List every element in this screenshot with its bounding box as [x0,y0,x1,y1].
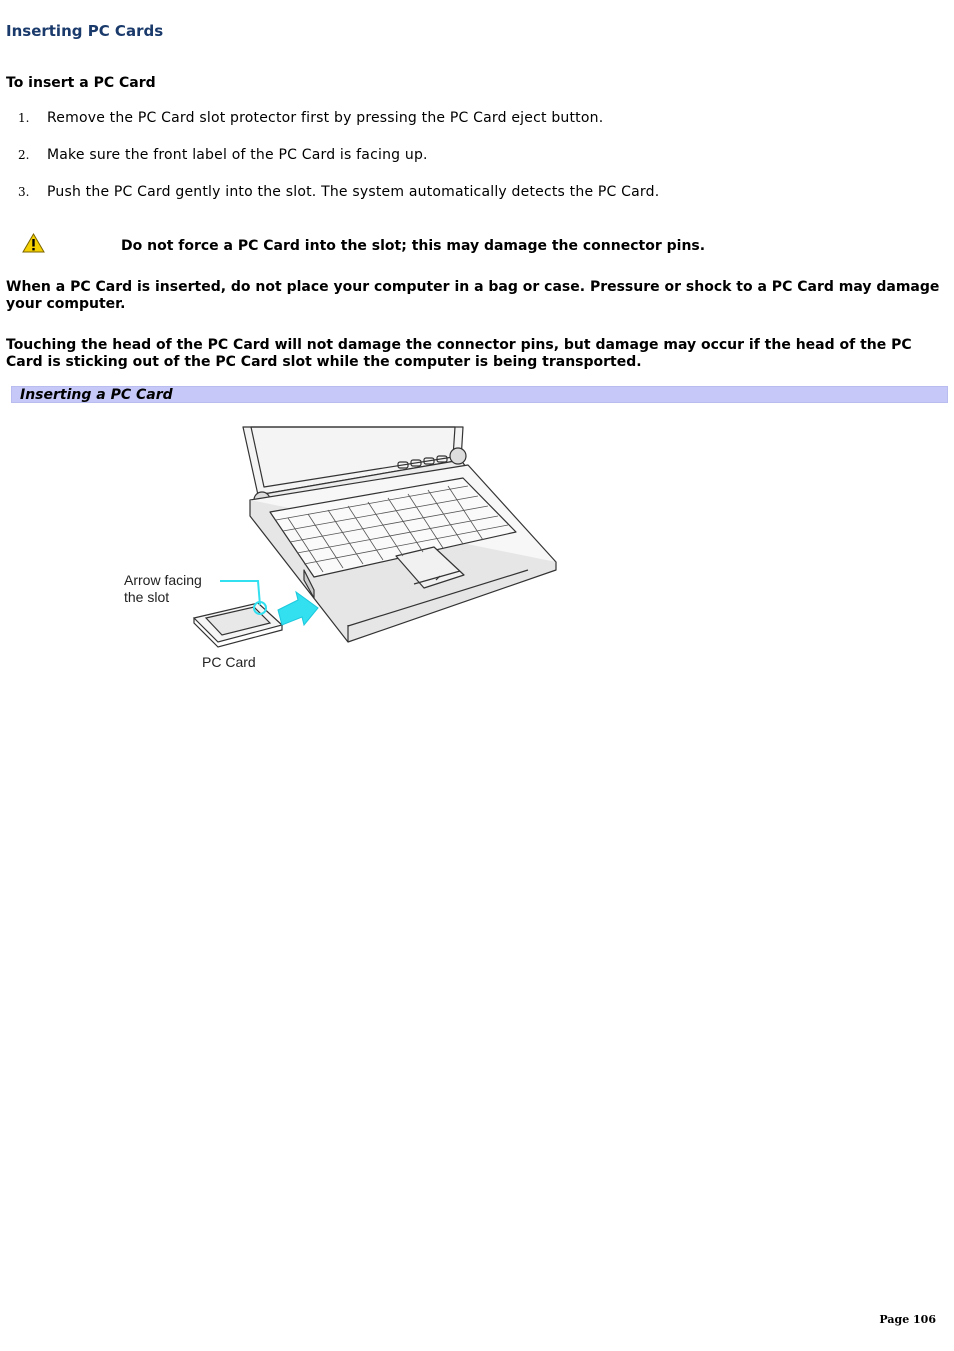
step-number: 2. [18,148,30,162]
pc-card-label: PC Card [202,654,256,670]
list-item [0,184,940,221]
laptop-illustration [118,420,563,680]
page-title: Inserting PC Cards [6,22,164,40]
step-number: 3. [18,185,30,199]
pc-card-illustration [118,420,563,680]
step-number: 1. [18,111,30,125]
step-text: Remove the PC Card slot protector first by pressing the PC Card eject button. [47,110,604,126]
page-number: Page 106 [879,1313,936,1326]
caution-paragraph: When a PC Card is inserted, do not place your computer in a bag or case. Pressure or shock to a PC Card may damage your computer. [6,279,940,312]
step-text: Make sure the front label of the PC Card is facing up. [47,147,428,163]
caution-paragraph: Touching the head of the PC Card will not damage the connector pins, but damage may occur if the head of the PC Card is sticking out of the PC Card slot while the computer is being transported. [6,337,912,370]
figure-caption-bar [11,386,948,403]
steps-list [0,110,940,221]
list-item [0,110,940,147]
section-heading: To insert a PC Card [6,75,156,91]
warning-text: Do not force a PC Card into the slot; this may damage the connector pins. [121,238,706,254]
step-text: Push the PC Card gently into the slot. The system automatically detects the PC Card. [47,184,660,200]
warning-triangle-icon [22,233,45,253]
arrow-label: Arrow facing the slot [124,572,202,605]
figure-caption: Inserting a PC Card [20,387,173,403]
list-item [0,147,940,184]
